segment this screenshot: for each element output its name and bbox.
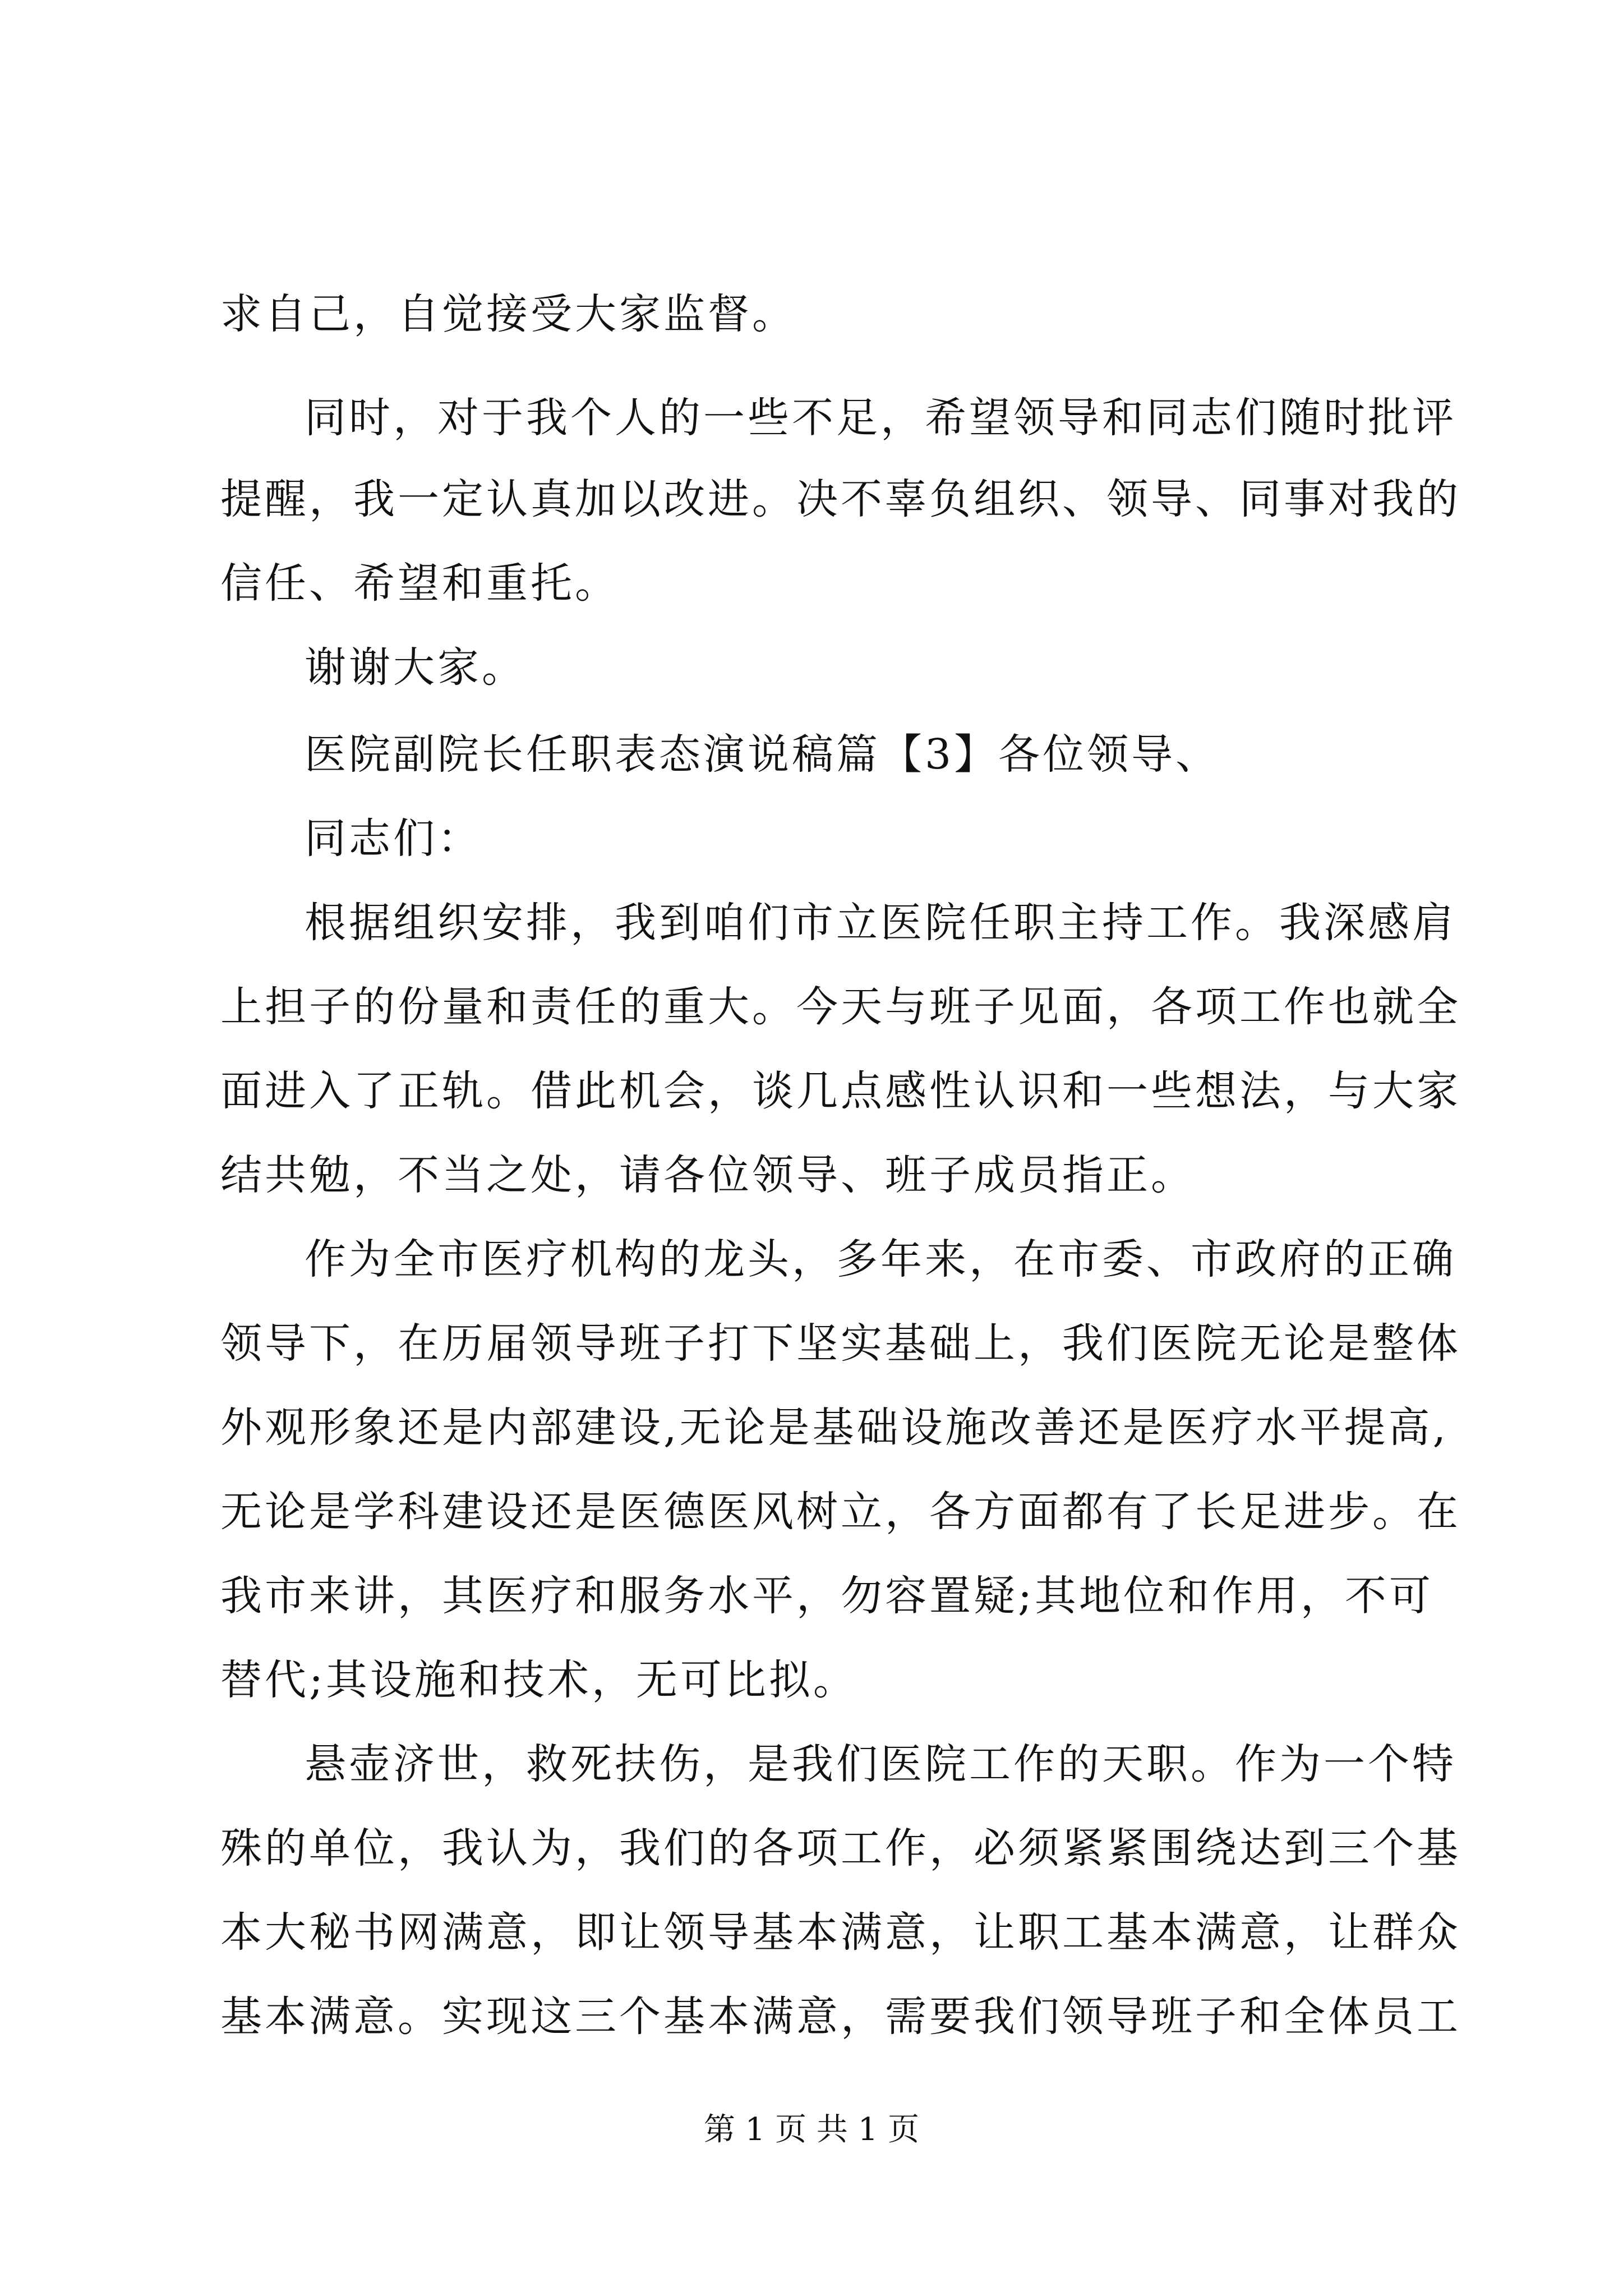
text-line: 替代;其设施和技术，无可比拟。 bbox=[220, 1656, 857, 1704]
text-line: 基本满意。实现这三个基本满意，需要我们领导班子和全体员工 bbox=[220, 1993, 1461, 2041]
text-line: 殊的单位，我认为，我们的各项工作，必须紧紧围绕达到三个基 bbox=[220, 1824, 1461, 1872]
text-line: 我市来讲，其医疗和服务水平，勿容置疑;其地位和作用，不可 bbox=[220, 1572, 1433, 1620]
text-line: 本大秘书网满意，即让领导基本满意，让职工基本满意，让群众 bbox=[220, 1908, 1461, 1957]
text-line: 领导下，在历届领导班子打下坚实基础上，我们医院无论是整体 bbox=[220, 1319, 1461, 1368]
text-line: 根据组织安排，我到咱们市立医院任职主持工作。我深感肩 bbox=[305, 899, 1456, 947]
text-line: 面进入了正轨。借此机会，谈几点感性认识和一些想法，与大家 bbox=[220, 1067, 1461, 1115]
text-line: 无论是学科建设还是医德医风树立，各方面都有了长足进步。在 bbox=[220, 1488, 1461, 1536]
text-line: 求自己，自觉接受大家监督。 bbox=[220, 290, 796, 338]
text-line: 上担子的份量和责任的重大。今天与班子见面，各项工作也就全 bbox=[220, 983, 1461, 1031]
text-line: 提醒，我一定认真加以改进。决不辜负组织、领导、同事对我的 bbox=[220, 475, 1461, 523]
text-line: 外观形象还是内部建设,无论是基础设施改善还是医疗水平提高, bbox=[220, 1404, 1449, 1452]
text-line: 同志们： bbox=[305, 815, 482, 863]
section-heading: 医院副院长任职表态演说稿篇【3】各位领导、 bbox=[305, 730, 1220, 779]
text-line: 信任、希望和重托。 bbox=[220, 559, 619, 608]
text-line: 作为全市医疗机构的龙头，多年来，在市委、市政府的正确 bbox=[305, 1235, 1456, 1283]
text-line: 谢谢大家。 bbox=[305, 643, 526, 692]
text-line: 结共勉，不当之处，请各位领导、班子成员指正。 bbox=[220, 1151, 1195, 1199]
text-line: 同时，对于我个人的一些不足，希望领导和同志们随时批评 bbox=[305, 394, 1456, 442]
page-footer: 第 1 页 共 1 页 bbox=[703, 2111, 920, 2148]
text-line: 悬壶济世，救死扶伤，是我们医院工作的天职。作为一个特 bbox=[305, 1740, 1456, 1788]
